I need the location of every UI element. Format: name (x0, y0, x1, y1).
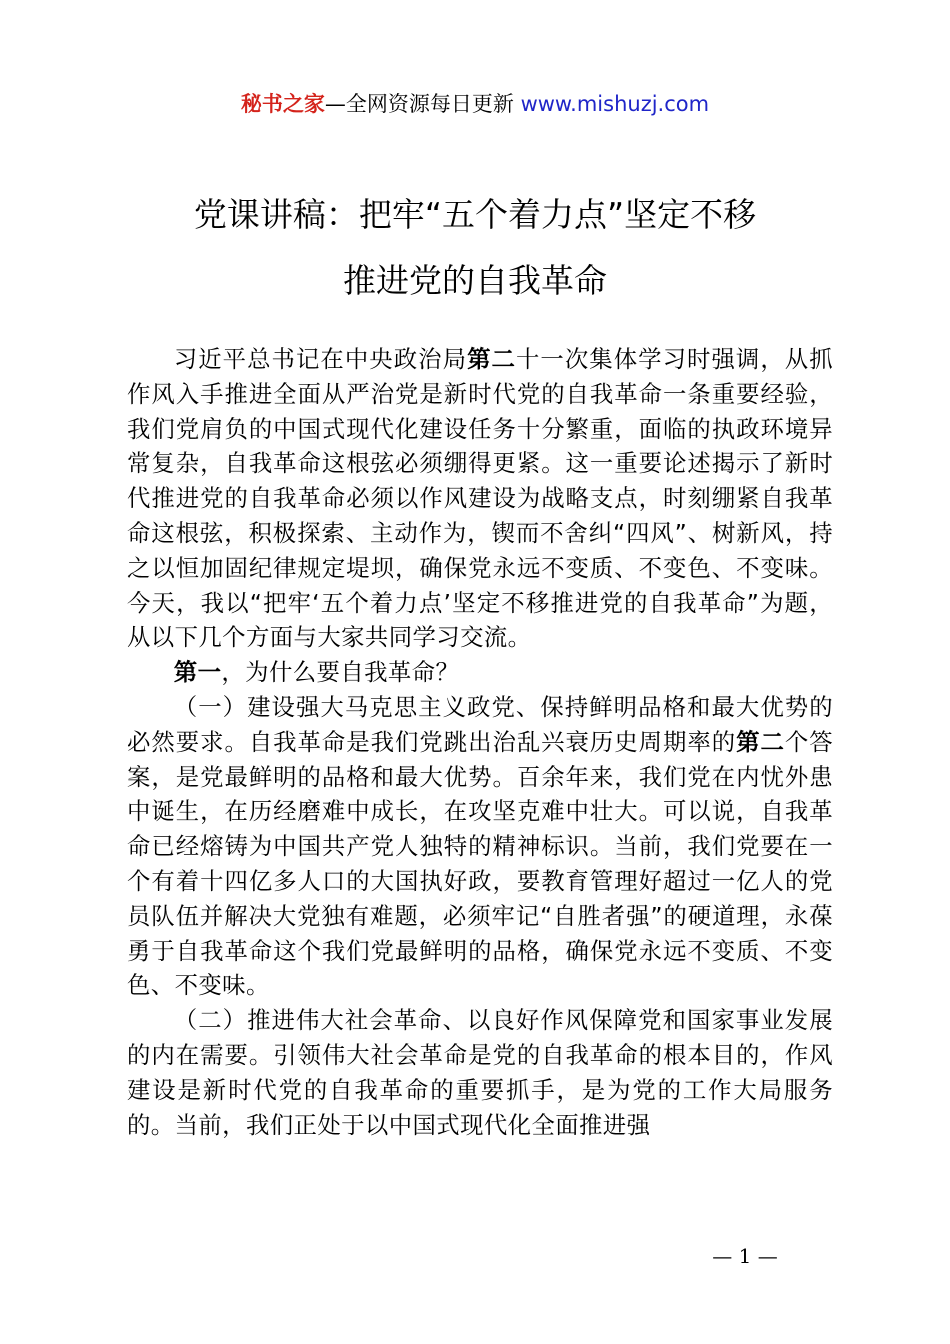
paragraph-text: （一）建设强大马克思主义政党、保持鲜明品格和最大优势的必然要求。自我革命是我们党跳出治乱兴衰历史周期率的 (127, 692, 833, 756)
paragraph-intro (127, 342, 833, 655)
paragraph-point-two (127, 1003, 833, 1142)
title-line-1: 党课讲稿：把牢“五个着力点”坚定不移 (193, 195, 757, 234)
site-header (0, 86, 950, 122)
bold-text: 第一 (173, 658, 222, 687)
bold-text: 第二 (736, 727, 785, 756)
bold-text: 第二 (467, 345, 516, 373)
paragraph-text: 习近平总书记在中央政治局 (173, 345, 468, 373)
paragraph-text: （二）推进伟大社会革命、以良好作风保障党和国家事业发展的内在需要。引领伟大社会革命是党的自我革命的根本目的，作风建设是新时代党的自我革命的重要抓手，是为党的工作大局服务的。当前，我们正处于以中国式现代化全面推进强 (127, 1006, 833, 1139)
paragraph-text: 十一次集体学习时强调，从抓作风入手推进全面从严治党是新时代党的自我革命一条重要经验，我们党肩负的中国式现代化建设任务十分繁重，面临的执政环境异常复杂，自我革命这根弦必须绷得更紧。这一重要论述揭示了新时代推进党的自我革命必须以作风建设为战略支点，时刻绷紧自我革命这根弦，积极探索、主动作为，锲而不舍纠“四风”、树新风，持之以恒加固纪律规定堤坝，确保党永远不变质、不变色、不变味。今天，我以“把牢‘五个着力点’坚定不移推进党的自我革命”为题，从以下几个方面与大家共同学习交流。 (127, 345, 833, 652)
title-line-2: 推进党的自我革命 (343, 261, 607, 300)
paragraph-section-heading (127, 655, 833, 690)
header-tagline: —全网资源每日更新 (324, 92, 521, 116)
document-body (127, 342, 833, 1142)
page-number: — 1 — (712, 1244, 778, 1268)
document-title (0, 182, 950, 314)
paragraph-text: 个答案，是党最鲜明的品格和最大优势。百余年来，我们党在内忧外患中诞生，在历经磨难中成长，在攻坚克难中壮大。可以说，自我革命已经熔铸为中国共产党人独特的精神标识。当前，我们党要在一个有着十四亿多人口的大国执好政，要教育管理好超过一亿人的党员队伍并解决大党独有难题，必须牢记“自胜者强”的硬道理，永葆勇于自我革命这个我们党最鲜明的品格，确保党永远不变质、不变色、不变味。 (127, 727, 833, 1000)
paragraph-point-one (127, 690, 833, 1003)
paragraph-text: ，为什么要自我革命？ (221, 658, 460, 687)
site-url-link[interactable]: www.mishuzj.com (520, 92, 710, 116)
brand-name: 秘书之家 (240, 92, 325, 116)
